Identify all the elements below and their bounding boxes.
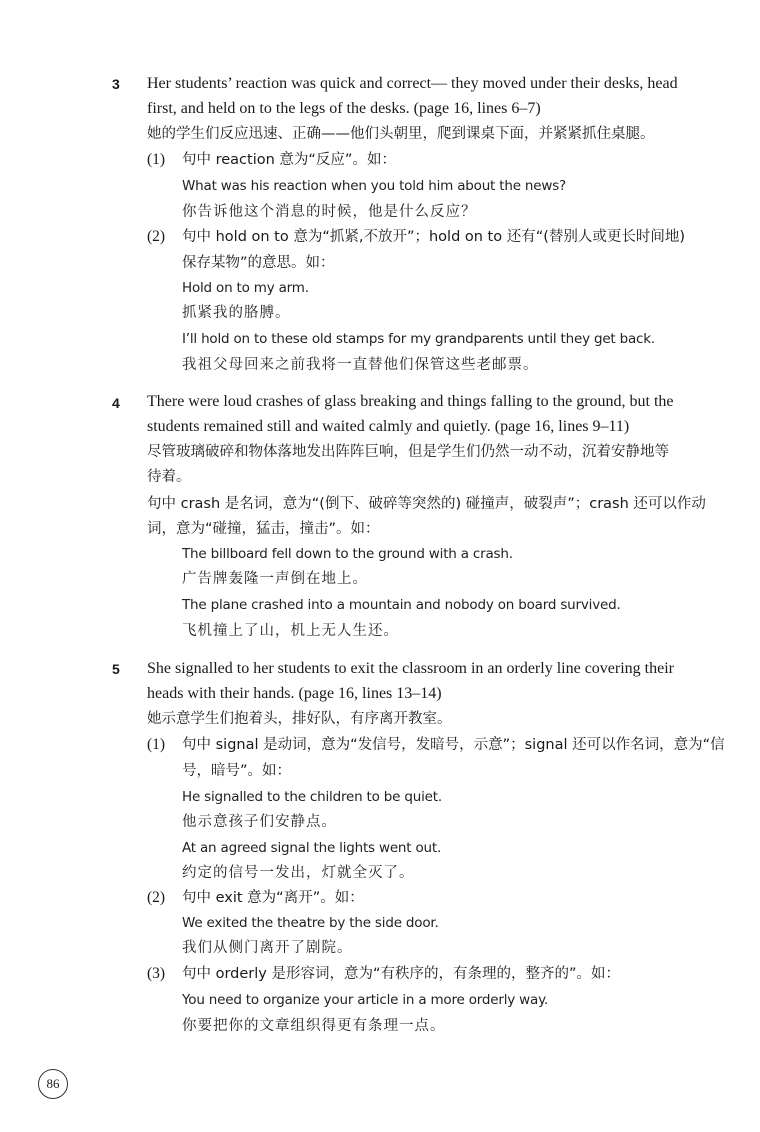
example-chinese: 我祖父母回来之前我将一直替他们保管这些老邮票。 [182, 357, 539, 373]
note-text: 句中 exit 意为“离开”。如： [182, 890, 364, 906]
note-label: (2) [147, 228, 166, 245]
note-label: (3) [147, 965, 166, 982]
example-chinese: 广告牌轰隆一声倒在地上。 [182, 571, 368, 587]
item-explanation: 词，意为“碰撞，猛击，撞击”。如： [147, 521, 380, 537]
item-sentence: heads with their hands. (page 16, lines 13–14) [147, 685, 442, 702]
item-explanation: 句中 crash 是名词，意为“(倒下、破碎等突然的) 碰撞声，破裂声”；crash 还可以作动 [147, 496, 706, 512]
example-chinese: 我们从侧门离开了剧院。 [182, 940, 353, 956]
example-chinese: 他示意孩子们安静点。 [182, 814, 337, 830]
item-sentence: There were loud crashes of glass breaking and things falling to the ground, but the [147, 393, 674, 410]
item-translation: 她的学生们反应迅速、正确——他们头朝里，爬到课桌下面，并紧紧抓住桌腿。 [147, 126, 655, 142]
item-sentence: first, and held on to the legs of the desks. (page 16, lines 6–7) [147, 100, 541, 117]
example-english: What was his reaction when you told him about the news? [182, 178, 566, 194]
note-text: 句中 reaction 意为“反应”。如： [182, 152, 396, 168]
note-text: 保存某物”的意思。如： [182, 255, 335, 271]
item-translation: 她示意学生们抱着头，排好队，有序离开教室。 [147, 711, 452, 727]
example-english: We exited the theatre by the side door. [182, 915, 439, 931]
item-translation: 待着。 [147, 469, 191, 485]
example-english: Hold on to my arm. [182, 280, 309, 296]
note-text: 号，暗号”。如： [182, 763, 292, 779]
example-chinese: 飞机撞上了山，机上无人生还。 [182, 623, 399, 639]
note-label: (2) [147, 889, 166, 906]
item-number: 5 [112, 661, 120, 677]
example-chinese: 你告诉他这个消息的时候，他是什么反应？ [182, 204, 477, 220]
item-number: 4 [112, 395, 120, 411]
example-english: The billboard fell down to the ground with a crash. [182, 546, 513, 562]
example-english: I’ll hold on to these old stamps for my grandparents until they get back. [182, 331, 655, 347]
item-number: 3 [112, 76, 120, 92]
page-number: 86 [38, 1069, 68, 1099]
example-english: The plane crashed into a mountain and nobody on board survived. [182, 597, 621, 613]
item-translation: 尽管玻璃破碎和物体落地发出阵阵巨响，但是学生们仍然一动不动，沉着安静地等 [147, 444, 669, 460]
example-chinese: 约定的信号一发出，灯就全灭了。 [182, 865, 415, 881]
item-sentence: Her students’ reaction was quick and correct— they moved under their desks, head [147, 75, 678, 92]
item-sentence: She signalled to her students to exit the classroom in an orderly line covering their [147, 660, 674, 677]
example-english: He signalled to the children to be quiet. [182, 789, 442, 805]
example-english: At an agreed signal the lights went out. [182, 840, 442, 856]
item-sentence: students remained still and waited calmly and quietly. (page 16, lines 9–11) [147, 418, 630, 435]
example-chinese: 你要把你的文章组织得更有条理一点。 [182, 1018, 446, 1034]
example-chinese: 抓紧我的胳膊。 [182, 305, 291, 321]
note-label: (1) [147, 736, 166, 753]
note-text: 句中 hold on to 意为“抓紧,不放开”；hold on to 还有“(替别人或更长时间地) [182, 229, 686, 245]
note-label: (1) [147, 151, 166, 168]
example-english: You need to organize your article in a more orderly way. [182, 992, 549, 1008]
note-text: 句中 signal 是动词，意为“发信号，发暗号，示意”；signal 还可以作名词，意为“信 [182, 737, 725, 753]
note-text: 句中 orderly 是形容词，意为“有秩序的，有条理的，整齐的”。如： [182, 966, 621, 982]
